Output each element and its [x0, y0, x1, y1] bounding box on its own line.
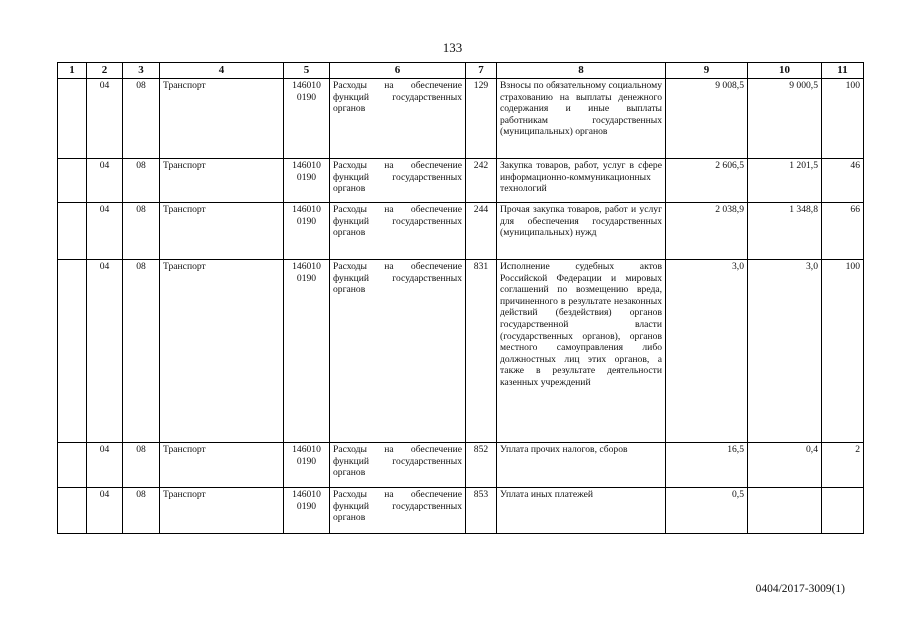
cell-section-name: Транспорт — [160, 79, 284, 159]
page-number: 133 — [442, 40, 463, 55]
amount-actual-value: 9 000,5 — [789, 80, 818, 91]
cell-amount-actual — [748, 260, 822, 443]
amount-actual-value: 0,4 — [806, 444, 818, 455]
cell-col1 — [58, 79, 87, 159]
cell-amount-actual — [748, 203, 822, 260]
table-row — [58, 443, 864, 488]
col-header-8: 8 — [497, 63, 666, 79]
col-header-6: 6 — [330, 63, 466, 79]
cell-subsection: 08 — [123, 79, 160, 159]
header-row — [58, 63, 864, 79]
cell-percent — [822, 203, 864, 260]
cell-amount-plan — [666, 79, 748, 159]
cell-target-name: Расходы на обеспечение функций государственных органов — [330, 159, 466, 203]
cell-subsection: 08 — [123, 260, 160, 443]
col-header-7: 7 — [466, 63, 497, 79]
cell-section: 04 — [87, 159, 123, 203]
document-code: 0404/2017-3009(1) — [755, 583, 845, 595]
cell-amount-plan — [666, 488, 748, 534]
table-row — [58, 203, 864, 260]
amount-plan-value: 2 038,9 — [715, 204, 744, 215]
cell-expense-code: 242 — [466, 159, 497, 203]
cell-expense-name: Прочая закупка товаров, работ и услуг для обеспечения государственных (муниципальных) нужд — [497, 203, 666, 260]
percent-value: 100 — [845, 80, 860, 91]
table-row — [58, 159, 864, 203]
cell-section: 04 — [87, 443, 123, 488]
cell-col1 — [58, 203, 87, 260]
cell-amount-plan — [666, 203, 748, 260]
cell-col1 — [58, 443, 87, 488]
cell-target-code: 146010 0190 — [284, 79, 330, 159]
cell-percent — [822, 79, 864, 159]
cell-expense-name: Уплата иных платежей — [497, 488, 666, 534]
cell-section-name: Транспорт — [160, 443, 284, 488]
amount-plan-value: 2 606,5 — [715, 160, 744, 171]
cell-target-name: Расходы на обеспечение функций государственных органов — [330, 488, 466, 534]
cell-section: 04 — [87, 203, 123, 260]
amount-actual-value: 3,0 — [806, 261, 818, 272]
cell-section: 04 — [87, 260, 123, 443]
cell-expense-code: 852 — [466, 443, 497, 488]
cell-target-code: 146010 0190 — [284, 159, 330, 203]
cell-section-name: Транспорт — [160, 488, 284, 534]
cell-expense-code: 831 — [466, 260, 497, 443]
cell-expense-name: Закупка товаров, работ, услуг в сфере информационно-коммуникационных технологий — [497, 159, 666, 203]
cell-expense-code: 244 — [466, 203, 497, 260]
table-row — [58, 79, 864, 159]
percent-value: 66 — [850, 204, 860, 215]
col-header-10: 10 — [748, 63, 822, 79]
cell-percent — [822, 488, 864, 534]
cell-subsection: 08 — [123, 443, 160, 488]
cell-percent — [822, 159, 864, 203]
cell-expense-code: 853 — [466, 488, 497, 534]
percent-value: 46 — [850, 160, 860, 171]
cell-subsection: 08 — [123, 203, 160, 260]
cell-amount-actual — [748, 79, 822, 159]
amount-plan-value: 0,5 — [732, 489, 744, 500]
cell-col1 — [58, 159, 87, 203]
cell-expense-name: Уплата прочих налогов, сборов — [497, 443, 666, 488]
cell-subsection: 08 — [123, 159, 160, 203]
cell-amount-plan — [666, 443, 748, 488]
cell-section: 04 — [87, 488, 123, 534]
cell-col1 — [58, 260, 87, 443]
amount-actual-value: 1 201,5 — [789, 160, 818, 171]
cell-amount-plan — [666, 260, 748, 443]
budget-table — [57, 62, 864, 534]
col-header-11: 11 — [822, 63, 864, 79]
cell-percent — [822, 260, 864, 443]
cell-subsection: 08 — [123, 488, 160, 534]
col-header-1: 1 — [58, 63, 87, 79]
cell-target-name: Расходы на обеспечение функций государственных органов — [330, 443, 466, 488]
cell-amount-plan — [666, 159, 748, 203]
cell-expense-code: 129 — [466, 79, 497, 159]
cell-section-name: Транспорт — [160, 260, 284, 443]
table-row — [58, 260, 864, 443]
cell-target-code: 146010 0190 — [284, 488, 330, 534]
cell-target-name: Расходы на обеспечение функций государственных органов — [330, 203, 466, 260]
cell-section: 04 — [87, 79, 123, 159]
col-header-3: 3 — [123, 63, 160, 79]
cell-target-code: 146010 0190 — [284, 203, 330, 260]
amount-plan-value: 16,5 — [727, 444, 744, 455]
table-row — [58, 488, 864, 534]
percent-value: 100 — [845, 261, 860, 272]
col-header-4: 4 — [160, 63, 284, 79]
percent-value: 2 — [855, 444, 860, 455]
cell-target-name: Расходы на обеспечение функций государственных органов — [330, 79, 466, 159]
cell-section-name: Транспорт — [160, 203, 284, 260]
cell-amount-actual — [748, 443, 822, 488]
col-header-9: 9 — [666, 63, 748, 79]
amount-plan-value: 9 008,5 — [715, 80, 744, 91]
cell-section-name: Транспорт — [160, 159, 284, 203]
cell-expense-name: Исполнение судебных актов Российской Федерации и мировых соглашений по возмещению вреда, причиненного в результате незаконных действий (бездействия) органов государственной власти (государственных органов), органов местного самоуправления либо должностных лиц этих органов, а также в результате деятельности казенных учреждений — [497, 260, 666, 443]
col-header-2: 2 — [87, 63, 123, 79]
cell-expense-name: Взносы по обязательному социальному страхованию на выплаты денежного содержания и иные выплаты работникам государственных (муниципальных) органов — [497, 79, 666, 159]
cell-target-name: Расходы на обеспечение функций государственных органов — [330, 260, 466, 443]
cell-amount-actual — [748, 488, 822, 534]
cell-target-code: 146010 0190 — [284, 443, 330, 488]
amount-actual-value: 1 348,8 — [789, 204, 818, 215]
cell-col1 — [58, 488, 87, 534]
cell-target-code: 146010 0190 — [284, 260, 330, 443]
amount-plan-value: 3,0 — [732, 261, 744, 272]
cell-percent — [822, 443, 864, 488]
cell-amount-actual — [748, 159, 822, 203]
col-header-5: 5 — [284, 63, 330, 79]
